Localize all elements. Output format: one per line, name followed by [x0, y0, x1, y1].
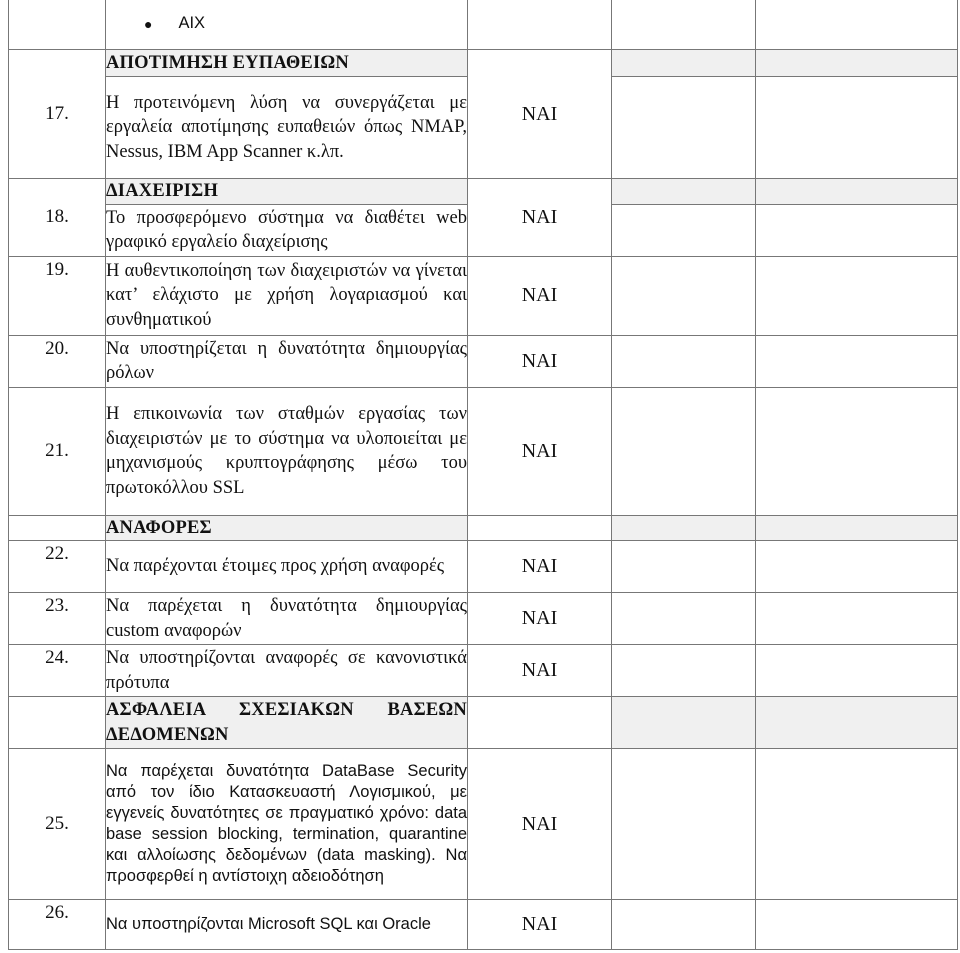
number-cell: 25. — [9, 749, 106, 900]
empty-cell — [612, 515, 756, 541]
answer-cell — [468, 0, 612, 50]
empty-cell — [756, 515, 958, 541]
empty-cell — [756, 645, 958, 697]
answer-cell: ΝΑΙ — [468, 749, 612, 900]
description-cell: Να υποστηρίζονται Microsoft SQL και Oracle — [106, 900, 468, 950]
description-cell: Να παρέχεται δυνατότητα DataBase Security από τον ίδιο Κατασκευαστή Λογισμικού, με εγγενείς δυνατότητες σε πραγματικό χρόνο: data base session blocking, termination, quarantine και αλλοίωσης δεδομένων (data masking). Να προσφερθεί η αντίστοιχη αδειοδότηση — [106, 749, 468, 900]
empty-cell — [612, 0, 756, 50]
table-row — [9, 0, 958, 50]
empty-cell — [612, 387, 756, 515]
section-header-row — [9, 697, 958, 749]
answer-cell: ΝΑΙ — [468, 900, 612, 950]
description-cell: Να παρέχονται έτοιμες προς χρήση αναφορές — [106, 541, 468, 593]
empty-cell — [612, 256, 756, 335]
empty-cell — [612, 77, 756, 179]
empty-cell — [756, 204, 958, 256]
row-number: 17. — [45, 103, 69, 124]
table-row — [9, 387, 958, 515]
answer-cell: ΝΑΙ — [468, 256, 612, 335]
section-title: ΔΙΑΧΕΙΡΙΣΗ — [106, 179, 468, 205]
requirements-table — [8, 0, 958, 950]
answer-cell — [468, 179, 612, 257]
description-cell — [106, 0, 468, 50]
empty-cell — [612, 204, 756, 256]
number-cell: 20. — [9, 335, 106, 387]
empty-cell — [756, 0, 958, 50]
description-cell: Το προσφερόμενο σύστημα να διαθέτει web γραφικό εργαλείο διαχείρισης — [106, 204, 468, 256]
empty-cell — [756, 749, 958, 900]
bullet-text: AIX — [178, 14, 206, 32]
empty-cell — [612, 179, 756, 205]
table-row — [9, 900, 958, 950]
empty-cell — [756, 50, 958, 77]
empty-cell — [612, 749, 756, 900]
description-cell: Να παρέχεται η δυνατότητα δημιουργίας custom αναφορών — [106, 593, 468, 645]
empty-cell — [612, 593, 756, 645]
number-cell — [9, 50, 106, 179]
section-title: ΑΝΑΦΟΡΕΣ — [106, 515, 468, 541]
section-title — [106, 697, 468, 749]
empty-cell — [756, 335, 958, 387]
empty-cell — [612, 50, 756, 77]
answer-value: ΝΑΙ — [521, 205, 558, 228]
number-cell: 21. — [9, 387, 106, 515]
answer-cell: ΝΑΙ — [468, 645, 612, 697]
description-cell: Να υποστηρίζονται αναφορές σε κανονιστικά πρότυπα — [106, 645, 468, 697]
table-row — [9, 593, 958, 645]
number-cell: 24. — [9, 645, 106, 697]
empty-cell — [612, 335, 756, 387]
answer-cell: ΝΑΙ — [468, 593, 612, 645]
answer-cell — [468, 515, 612, 541]
number-cell — [9, 0, 106, 50]
section-header-row — [9, 515, 958, 541]
number-cell: 19. — [9, 256, 106, 335]
empty-cell — [756, 593, 958, 645]
number-cell — [9, 697, 106, 749]
bullet-icon: ● — [144, 15, 153, 32]
table-row — [9, 645, 958, 697]
table-row — [9, 749, 958, 900]
table-row — [9, 541, 958, 593]
empty-cell — [756, 541, 958, 593]
empty-cell — [756, 387, 958, 515]
number-cell: 23. — [9, 593, 106, 645]
section-header-row — [9, 179, 958, 205]
empty-cell — [756, 900, 958, 950]
description-cell: Να υποστηρίζεται η δυνατότητα δημιουργίας ρόλων — [106, 335, 468, 387]
description-cell: Η επικοινωνία των σταθμών εργασίας των διαχειριστών με το σύστημα να υλοποιείται με μηχανισμούς κρυπτογράφησης μέσω του πρωτοκόλλου SSL — [106, 387, 468, 515]
table-row — [9, 256, 958, 335]
answer-value: ΝΑΙ — [521, 102, 558, 125]
answer-cell: ΝΑΙ — [468, 335, 612, 387]
empty-cell — [612, 900, 756, 950]
row-number: 18. — [45, 206, 69, 228]
description-cell: Η αυθεντικοποίηση των διαχειριστών να γίνεται κατ’ ελάχιστο με χρήση λογαριασμού και συνθηματικού — [106, 256, 468, 335]
description-cell: Η προτεινόμενη λύση να συνεργάζεται με εργαλεία αποτίμησης ευπαθειών όπως NMAP, Nessus, IBM App Scanner κ.λπ. — [106, 77, 468, 179]
number-cell: 22. — [9, 541, 106, 593]
empty-cell — [612, 697, 756, 749]
empty-cell — [612, 541, 756, 593]
number-cell — [9, 179, 106, 257]
answer-cell — [468, 697, 612, 749]
answer-cell — [468, 50, 612, 179]
empty-cell — [756, 179, 958, 205]
section-title: ΑΠΟΤΙΜΗΣΗ ΕΥΠΑΘΕΙΩΝ — [106, 50, 468, 77]
bullet-item — [106, 14, 467, 33]
empty-cell — [612, 645, 756, 697]
empty-cell — [756, 256, 958, 335]
table-row — [9, 335, 958, 387]
answer-cell: ΝΑΙ — [468, 541, 612, 593]
section-title-text: ΑΣΦΑΛΕΙΑ ΣΧΕΣΙΑΚΩΝ ΒΑΣΕΩΝ ΔΕΔΟΜΕΝΩΝ — [106, 700, 467, 745]
section-header-row — [9, 50, 958, 77]
number-cell: 26. — [9, 900, 106, 950]
empty-cell — [756, 697, 958, 749]
empty-cell — [756, 77, 958, 179]
number-cell — [9, 515, 106, 541]
answer-cell: ΝΑΙ — [468, 387, 612, 515]
